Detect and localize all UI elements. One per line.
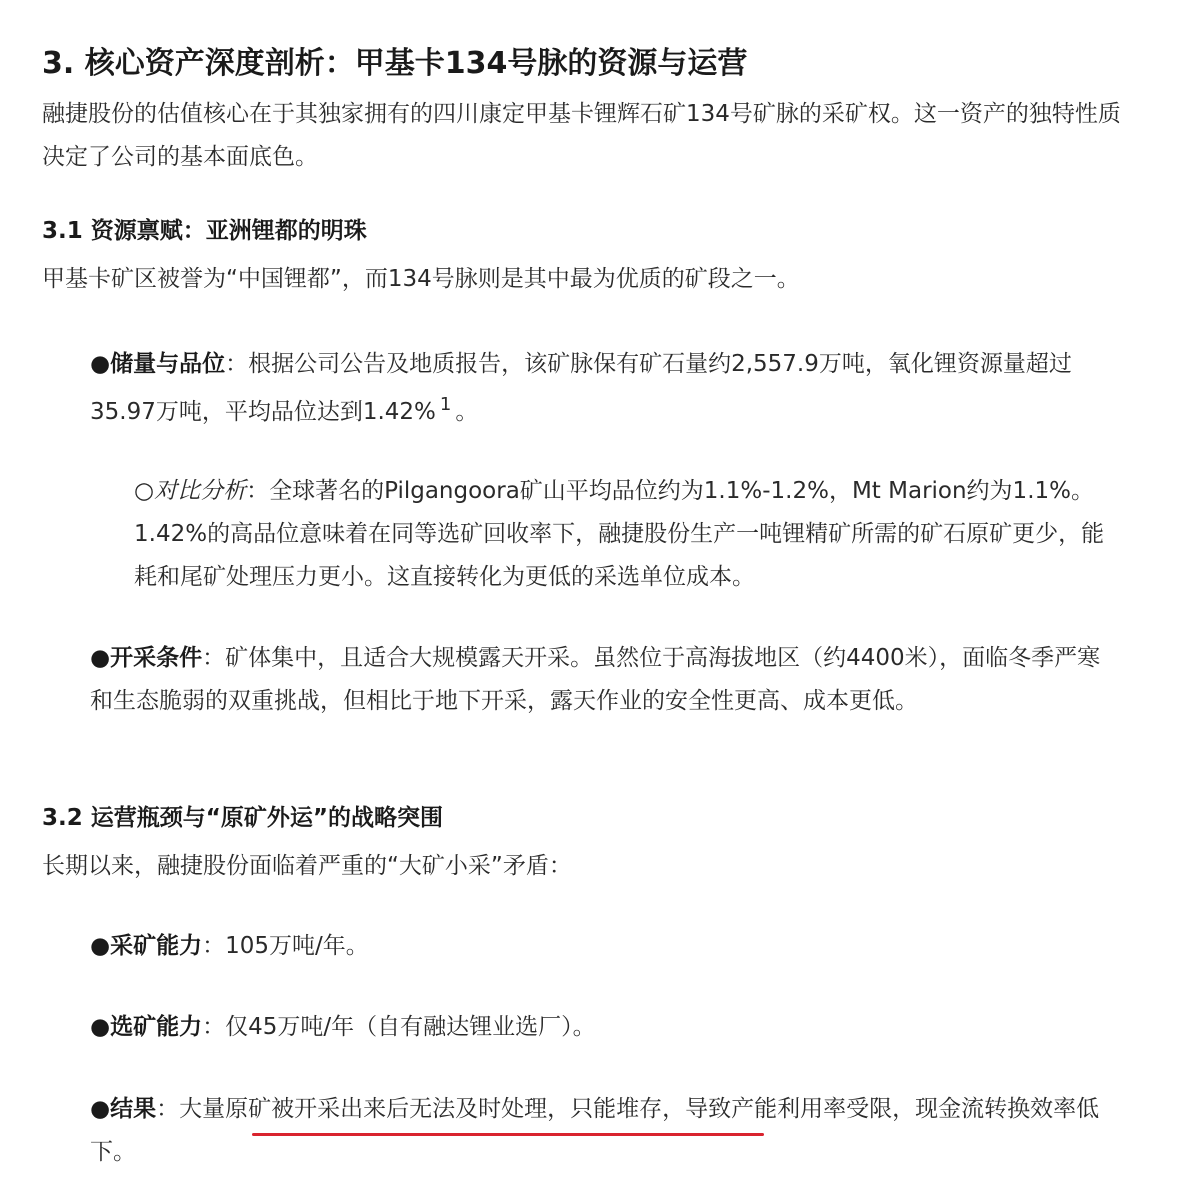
bullet-dot: ● bbox=[90, 645, 111, 671]
bullet-dot: ● bbox=[90, 351, 111, 377]
list-item bbox=[90, 1006, 1120, 1049]
subsection-title-3-1: 3.1 资源禀赋：亚洲锂都的明珠 bbox=[42, 218, 367, 244]
bullet-dot: ● bbox=[90, 933, 111, 959]
bullet-label-mining: 开采条件 bbox=[110, 645, 203, 671]
sub-bullet-label-comparison: 对比分析 bbox=[154, 478, 247, 504]
bullet-label-mining-capacity: 采矿能力 bbox=[110, 933, 203, 959]
bullet-mining-conditions bbox=[90, 637, 1120, 723]
bullet-dot: ● bbox=[90, 1096, 111, 1122]
list-item bbox=[90, 925, 1120, 968]
bullet-dot: ● bbox=[90, 1014, 111, 1040]
subsection-3-2-intro: 长期以来，融捷股份面临着严重的“大矿小采”矛盾： bbox=[42, 853, 572, 879]
bullet-text-mining-capacity: ：105万吨/年。 bbox=[202, 933, 369, 959]
bullet-label-result: 结果 bbox=[110, 1096, 157, 1122]
sub-bullet-circle: ○ bbox=[134, 478, 155, 504]
subsection-title-3-2: 3.2 运营瓶颈与“原矿外运”的战略突围 bbox=[42, 805, 443, 831]
list-item bbox=[90, 1088, 1120, 1174]
bullet-label-processing-capacity: 选矿能力 bbox=[110, 1014, 203, 1040]
bullet-text-processing-capacity: ：仅45万吨/年（自有融达锂业选厂）。 bbox=[202, 1014, 596, 1040]
bullet-label-reserves: 储量与品位 bbox=[110, 351, 226, 377]
bullet-reserves bbox=[90, 340, 1120, 436]
sub-bullet-comparison bbox=[134, 470, 1124, 599]
subsection-3-1-intro: 甲基卡矿区被誉为“中国锂都”，而134号脉则是其中最为优质的矿段之一。 bbox=[42, 266, 800, 292]
section-heading: 3. 核心资产深度剖析：甲基卡134号脉的资源与运营 bbox=[42, 46, 748, 81]
bullet-text-end: 。 bbox=[455, 399, 479, 425]
bullet-text-result: ：大量原矿被开采出来后无法及时处理，只能堆存，导致产能利用率受限，现金流转换效率低下。 bbox=[90, 1096, 1100, 1165]
intro-paragraph: 融捷股份的估值核心在于其独家拥有的四川康定甲基卡锂辉石矿134号矿脉的采矿权。这一资产的独特性质决定了公司的基本面底色。 bbox=[42, 101, 1121, 170]
bullet-text-mining: ：矿体集中，且适合大规模露天开采。虽然位于高海拔地区（约4400米），面临冬季严寒和生态脆弱的双重挑战，但相比于地下开采，露天作业的安全性更高、成本更低。 bbox=[90, 645, 1101, 714]
bullet-text-reserves: ：根据公司公告及地质报告，该矿脉保有矿石量约2,557.9万吨，氧化锂资源量超过35.97万吨，平均品位达到1.42% bbox=[90, 351, 1072, 425]
footnote-link[interactable]: 1 bbox=[439, 394, 452, 415]
red-underline-annotation bbox=[252, 1133, 764, 1136]
sub-bullet-text-comparison: ：全球著名的Pilgangoora矿山平均品位约为1.1%-1.2%，Mt Marion约为1.1%。1.42%的高品位意味着在同等选矿回收率下，融捷股份生产一吨锂精矿所需的矿石原矿更少，能耗和尾矿处理压力更小。这直接转化为更低的采选单位成本。 bbox=[134, 478, 1105, 590]
